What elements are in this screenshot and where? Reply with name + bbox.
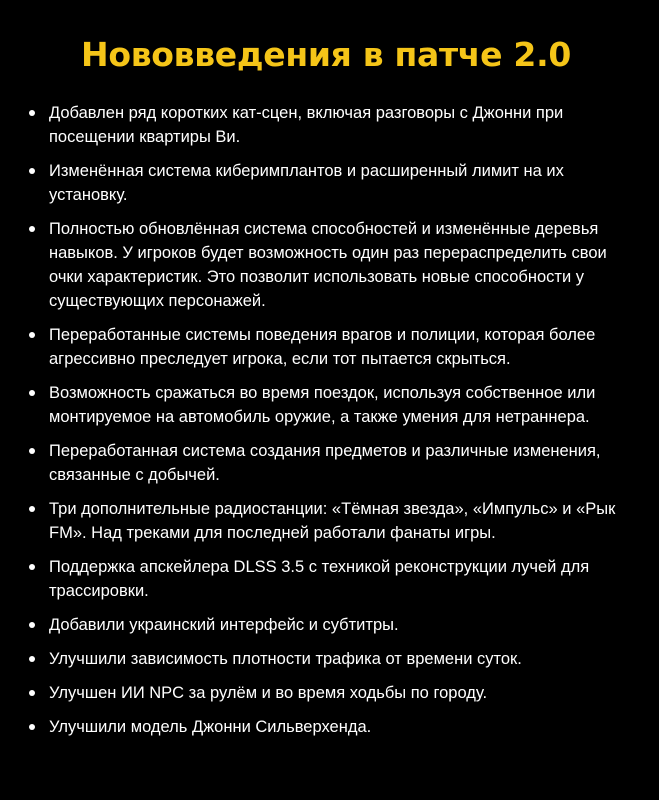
list-item (29, 101, 623, 149)
list-item-text: Переработанная система создания предметов и различные изменения, связанные с добычей. (49, 442, 601, 484)
list-item-text: Возможность сражаться во время поездок, используя собственное или монтируемое на автомобиль оружие, а также умения для нетраннера. (49, 384, 596, 426)
bullet-icon (29, 622, 35, 628)
list-item (29, 613, 623, 637)
bullet-icon (29, 390, 35, 396)
list-item-text: Полностью обновлённая система способностей и изменённые деревья навыков. У игроков будет возможность один раз перераспределить свои очки характеристик. Это позволит использовать новые способности у существующих персонажей. (49, 220, 607, 310)
bullet-icon (29, 226, 35, 232)
list-item (29, 555, 623, 603)
list-item (29, 497, 623, 545)
list-item-text: Поддержка апскейлера DLSS 3.5 с техникой реконструкции лучей для трассировки. (49, 558, 590, 600)
list-item-text: Добавлен ряд коротких кат-сцен, включая разговоры с Джонни при посещении квартиры Ви. (49, 104, 564, 146)
list-item-text: Улучшен ИИ NPC за рулём и во время ходьбы по городу. (49, 684, 488, 702)
list-item (29, 217, 623, 313)
bullet-icon (29, 506, 35, 512)
list-item (29, 323, 623, 371)
bullet-icon (29, 724, 35, 730)
bullet-icon (29, 690, 35, 696)
bullet-icon (29, 656, 35, 662)
bullet-icon (29, 564, 35, 570)
list-item (29, 159, 623, 207)
list-item-text: Улучшили зависимость плотности трафика от времени суток. (49, 650, 522, 668)
page-title: Нововведения в патче 2.0 (81, 35, 571, 74)
bullet-icon (29, 332, 35, 338)
list-item (29, 647, 623, 671)
list-item (29, 381, 623, 429)
bullet-icon (29, 110, 35, 116)
list-item (29, 439, 623, 487)
list-item-text: Улучшили модель Джонни Сильверхенда. (49, 718, 372, 736)
bullet-icon (29, 448, 35, 454)
list-item (29, 715, 623, 739)
bullet-icon (29, 168, 35, 174)
list-item (29, 681, 623, 705)
list-item-text: Изменённая система киберимплантов и расширенный лимит на их установку. (49, 162, 564, 204)
list-item-text: Три дополнительные радиостанции: «Тёмная звезда», «Импульс» и «Рык FM». Над треками для последней работали фанаты игры. (49, 500, 616, 542)
list-item-text: Переработанные системы поведения врагов и полиции, которая более агрессивно преследует игрока, если тот пытается скрыться. (49, 326, 596, 368)
patch-notes-list (29, 101, 623, 739)
list-item-text: Добавили украинский интерфейс и субтитры. (49, 616, 399, 634)
